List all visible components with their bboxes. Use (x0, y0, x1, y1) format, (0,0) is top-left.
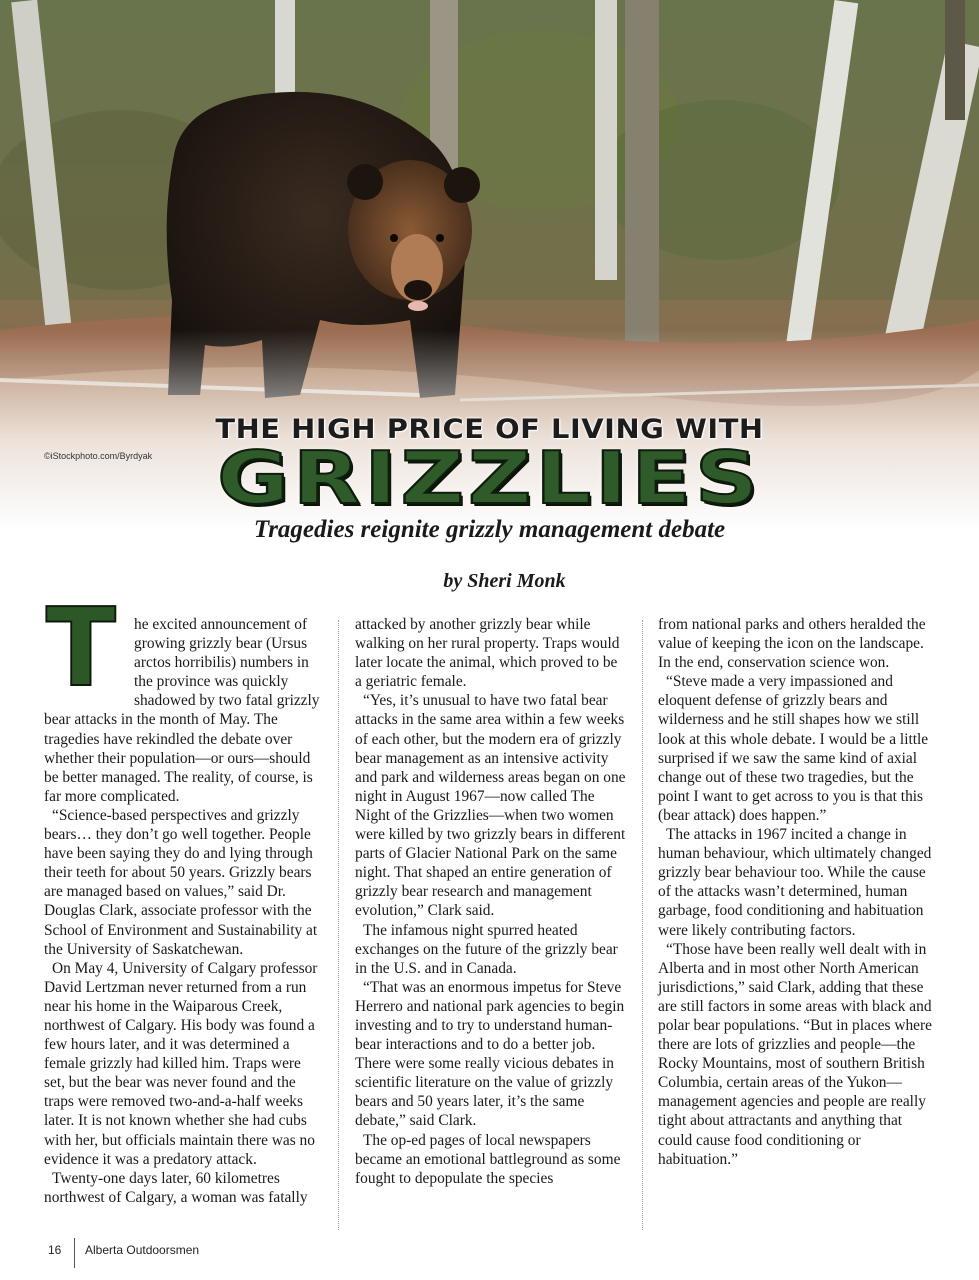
paragraph: from national parks and others heralded the value of keeping the icon on the landscape. In the end, conservation science won. (658, 616, 926, 672)
paragraph: “Science-based perspectives and grizzly bears… they don’t go well together. People have been saying they do and lying through their teeth for about 50 years. Grizzly bears are managed based on values,” said Dr. Douglas Clark, associate professor with the School of Environment and Sustainability at the University of Saskatchewan. (44, 806, 318, 958)
column-divider (642, 620, 643, 1230)
article-column-2 (355, 615, 627, 1188)
paragraph: “Steve made a very impassioned and eloquent defense of grizzly bears and wilderness and he still shapes how we still look at this whole debate. I would be a little surprised if we saw the same kind of axial change out of these two tragedies, but the point I want to get across to you is that this (bear attack) does happen.” (658, 673, 929, 824)
footer-divider (74, 1238, 75, 1268)
paragraph: The op-ed pages of local newspapers became an emotional battleground as some fought to depopulate the species (355, 1131, 621, 1187)
paragraph: “Those have been really well dealt with in Alberta and in most other North American jurisdictions,” said Clark, adding that these are still factors in some areas with black and polar bear populations. “But in places where there are lots of grizzlies and people—the Rocky Mountains, most of southern British Columbia, certain areas of the Yukon—management agencies and people are really tight about attractants and anything that could cause food conditioning or habituation.” (658, 940, 932, 1168)
headline-kicker: THE HIGH PRICE OF LIVING WITH (215, 414, 764, 445)
photo-credit: ©iStockphoto.com/Byrdyak (44, 451, 153, 461)
paragraph: attacked by another grizzly bear while walking on her rural property. Traps would later locate the animal, which proved to be a geriatric female. (355, 616, 620, 691)
paragraph-text: he excited announcement of growing grizzly bear (Ursus arctos horribilis) numbers in the province was quickly shadowed by two fatal grizzly bear attacks in the month of May. The tragedies have rekindled the debate over whether their population—or ours—should be better managed. The reality, of course, is far more complicated. (44, 616, 320, 805)
paragraph: Twenty-one days later, 60 kilometres northwest of Calgary, a woman was fatally (44, 1169, 308, 1206)
byline: by Sheri Monk (443, 570, 566, 592)
column-divider (338, 620, 339, 1230)
paragraph: On May 4, University of Calgary professor David Lertzman never returned from a run near his home in the Waiparous Creek, northwest of Calgary. His body was found a few hours later, and it was determined a female grizzly had killed him. Traps were set, but the bear was never found and the traps were removed two-and-a-half weeks later. It is not known whether she had cubs with her, but officials maintain there was no evidence it was a predatory attack. (44, 959, 318, 1168)
drop-cap: T (45, 586, 116, 711)
headline: GRIZZLIES (217, 436, 762, 520)
paragraph: The attacks in 1967 incited a change in human behaviour, which ultimately changed grizzly bear behaviour too. While the cause of the attacks wasn’t determined, human garbage, food conditioning and habituation were likely contributing factors. (658, 826, 932, 939)
article-deck: Tragedies reignite grizzly management debate (253, 516, 726, 543)
paragraph: “That was an enormous impetus for Steve Herrero and national park agencies to begin investing and to try to understand human-bear interactions and to do a better job. There were some really vicious debates in scientific literature on the value of grizzly bears and 50 years later, it’s the same debate,” said Clark. (355, 978, 625, 1130)
article-column-3 (658, 615, 938, 1169)
paragraph: “Yes, it’s unusual to have two fatal bear attacks in the same area within a few weeks of each other, but the modern era of grizzly bear management as an intensive activity and park and wilderness areas began on one night in August 1967—now called The Night of the Grizzlies—when two women were killed by two grizzly bears in different parts of Glacier National Park on the same night. That shaped an entire generation of grizzly bear research and management evolution,” Clark said. (355, 692, 626, 920)
page-number: 16 (48, 1243, 62, 1257)
paragraph (44, 586, 320, 806)
publication-name: Alberta Outdoorsmen (85, 1243, 200, 1257)
article-column-1 (44, 586, 320, 1207)
paragraph: The infamous night spurred heated exchanges on the future of the grizzly bear in the U.S. and in Canada. (355, 921, 618, 977)
